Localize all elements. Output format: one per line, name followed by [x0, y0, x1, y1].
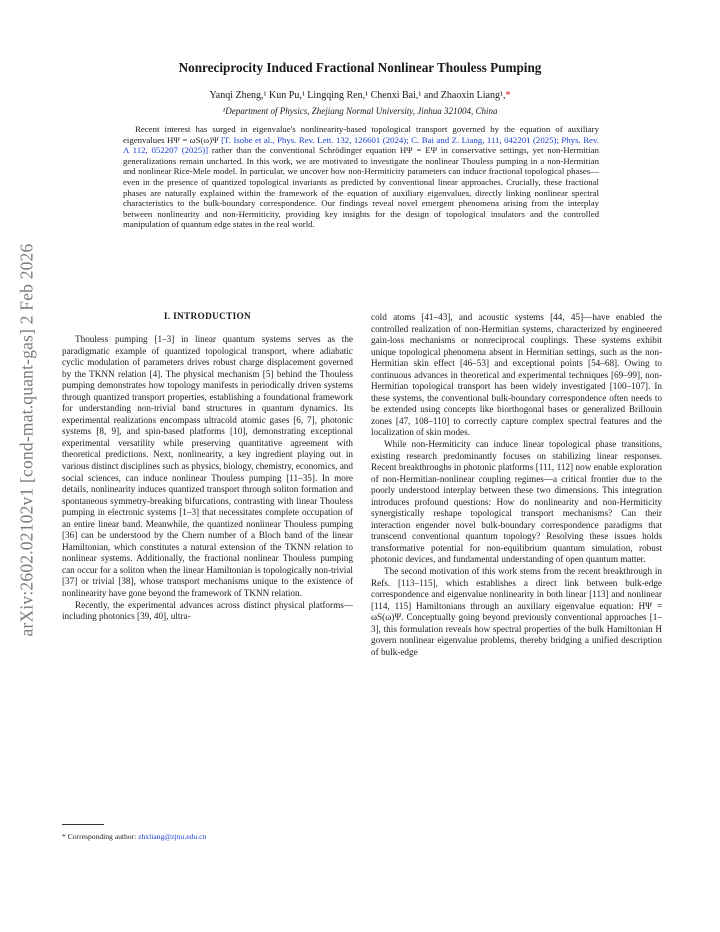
- footnote-label: * Corresponding author:: [62, 832, 139, 841]
- left-column: [62, 312, 353, 623]
- author-names: Yanqi Zheng,¹ Kun Pu,¹ Lingqing Ren,¹ Chenxi Bai,¹ and Zhaoxin Liang¹,: [209, 90, 506, 101]
- paragraph: Thouless pumping [1–3] in linear quantum systems serves as the paradigmatic example of quantized topological transport, where adiabatic cyclic modulation of parameters drives robust charge displacement governed by the TKNN relation [4]. The physical mechanism [5] behind the Thouless pumping demonstrates how topology manifests in periodically driven systems through quantized transport properties, establishing a foundational framework for understanding non-trivial band structures in quantum dynamics. Its experimental realizations encompass ultracold atomic gases [6, 7], photonic systems [8, 9], and spin-based platforms [10], demonstrating exceptional experimental versatility while preserving quantitative agreement with theoretical predictions. Next, nonlinearity, a key ingredient playing out in various distinct disciplines such as physics, biology, chemistry, economics, and social sciences, can induce nonlinear Thouless pumping [11–35]. In more details, nonlinearity induces quantized transport through soliton formation and spontaneous symmetry-breaking bifurcations, contrasting with linear Thouless pumping in electronic systems [1–3] that necessitates complete occupation of an entire linear band. Meanwhile, the quantized nonlinear Thouless pumping [36] can be understood by the Chern number of a Bloch band of the linear Hamiltonian, which constitutes a natural extension of the TKNN relation to nonlinear systems. Additionally, the fractional nonlinear Thouless pumping can occur for a soliton when the linear Hamiltonian is topologically non-trivial [37] or trivial [38], whose transport mechanisms unique to the existence of nonlinearity have gone beyond the framework of TKNN relation.: [62, 334, 353, 599]
- paragraph: cold atoms [41–43], and acoustic systems [44, 45]—have enabled the controlled realization of non-Hermitian systems, characterized by engineered gain-loss mechanisms or nonreciprocal couplings. These systems exhibit unique topological phenomena absent in Hermitian settings, such as the non-Hermitian skin effect [46–53] and exceptional points [54–68]. Owing to continuous advances in theoretical and experimental techniques [69–99], non-Hermitian topological transport has been widely investigated [100–107]. In these systems, the conventional bulk-boundary correspondence often needs to be extended using concepts like biorthogonal bases or generalized Brillouin zones [47, 108–110] to correctly capture complex spectral features and the localization of skin modes.: [371, 312, 662, 438]
- section-heading: I. INTRODUCTION: [163, 312, 252, 322]
- footnote: [62, 832, 353, 841]
- corresponding-mark[interactable]: *: [505, 90, 511, 101]
- right-column: [371, 312, 662, 658]
- abstract-text-2: rather than the conventional Schrödinger equation HΨ = EΨ in conservative settings, yet non-Hermitian generalizations remain uncharted. In this work, we are motivated to investigate the nonlinear Thouless pumping in a non-Hermitian and nonlinear Rice-Mele model. In particular, we uncover how non-Hermiticity parameters can induce fractional topological phases—even in the presence of quantized topological invariants as predicted by conventional linear approaches. Crucially, these fractional phases are naturally explained within the framework of the equation of auxiliary eigenvalues, directly linking nonlinear spectral characteristics to the bulk-boundary correspondence. Our findings reveal novel emergent phenomena arising from the interplay between nonlinearity and non-Hermiticity, providing key insights for the design of topological insulators and the controlled manipulation of quantum edge states in the real world.: [123, 145, 599, 230]
- paper-title: Nonreciprocity Induced Fractional Nonlinear Thouless Pumping: [178, 60, 542, 75]
- paragraph: While non-Hermiticity can induce linear topological phase transitions, existing research predominantly focuses on stabilizing linear responses. Recent breakthroughs in photonic platforms [111, 112] now enable exploration of non-Hermitian-nonlinear coupling regimes—a critical frontier due to the poorly understood interplay between these two dimensions. This integration introduces profound questions: How do nonlinearity and non-Hermiticity synergistically reshape topological transport mechanisms? Can their interaction engender novel bulk-boundary correspondence paradigms that transcend conventional quantum topology? Resolving these issues holds transformative potential for non-equilibrium quantum simulation, robust photonic devices, and fundamental understanding of open quantum matter.: [371, 439, 662, 565]
- arxiv-identifier: arXiv:2602.02102v1 [cond-mat.quant-gas] 2 Feb 2026: [16, 243, 37, 637]
- abstract-reference-link[interactable]: [T. Isobe et al., Phys. Rev. Lett. 132, 126601 (2024); C. Bai and Z. Liang, 111, 042201 (2025); Phys. Rev. A 112, 052207 (2025)]: [123, 134, 599, 156]
- arxiv-stamp: [12, 200, 42, 680]
- author-list: [80, 90, 640, 101]
- email-link[interactable]: zhxliang@zjnu.edu.cn: [138, 832, 207, 841]
- footnote-rule: [62, 824, 104, 825]
- affiliation: ¹Department of Physics, Zhejiang Normal University, Jinhua 321004, China: [222, 106, 498, 116]
- paragraph: Recently, the experimental advances across distinct physical platforms—including photonics [39, 40], ultra-: [62, 599, 353, 622]
- paragraph: The second motivation of this work stems from the recent breakthrough in Refs. [113–115], which establishes a direct link between bulk-edge correspondence and eigenvalue nonlinearity in both linear [113] and nonlinear [114, 115] Hamiltonians through an auxiliary eigenvalue equation: HΨ = ωS(ω)Ψ. Conceptually going beyond previously conventional approaches [1–3], this formulation reveals how spectral properties of the bulk Hamiltonian H govern nonlinear eigenvalue problems, thereby bridging a unified description of bulk-edge: [371, 566, 662, 657]
- abstract: [123, 124, 599, 230]
- abstract-text-1: Recent interest has surged in eigenvalue's nonlinearity-based topological transport governed by the equation of auxiliary eigenvalues HΨ = ωS(ω)Ψ: [123, 124, 599, 145]
